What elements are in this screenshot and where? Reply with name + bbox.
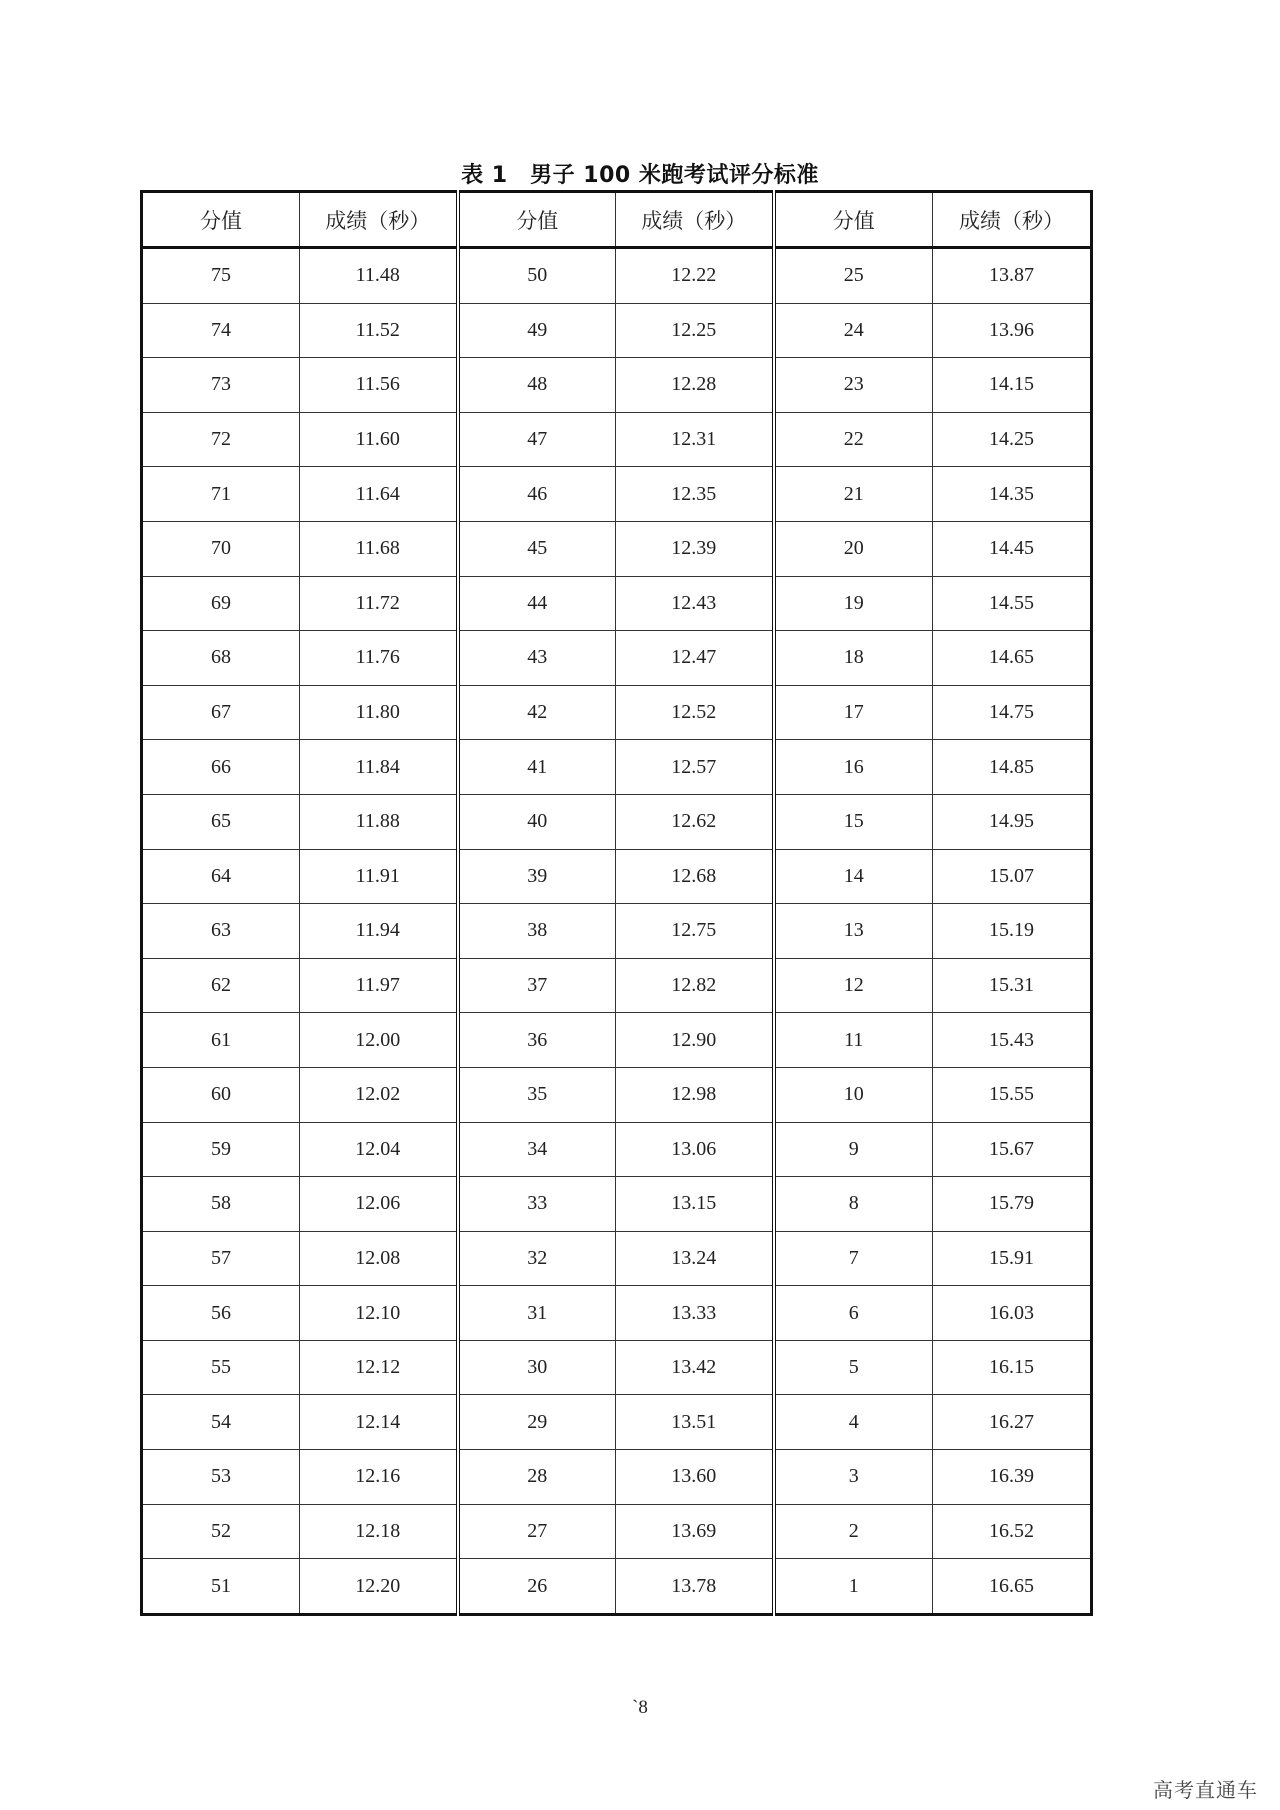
table-row bbox=[142, 412, 1092, 467]
score-cell: 2 bbox=[774, 1504, 933, 1559]
score-cell: 3 bbox=[774, 1450, 933, 1505]
score-cell: 45 bbox=[458, 521, 616, 576]
score-cell: 22 bbox=[774, 412, 933, 467]
time-cell: 16.39 bbox=[933, 1450, 1092, 1505]
table-body bbox=[142, 248, 1092, 1615]
table-row bbox=[142, 1450, 1092, 1505]
time-cell: 14.85 bbox=[933, 740, 1092, 795]
score-cell: 53 bbox=[142, 1450, 300, 1505]
score-cell: 62 bbox=[142, 958, 300, 1013]
time-cell: 14.75 bbox=[933, 685, 1092, 740]
score-cell: 69 bbox=[142, 576, 300, 631]
time-cell: 11.48 bbox=[300, 248, 458, 304]
time-cell: 13.15 bbox=[616, 1177, 774, 1232]
time-cell: 16.52 bbox=[933, 1504, 1092, 1559]
score-cell: 44 bbox=[458, 576, 616, 631]
time-cell: 12.10 bbox=[300, 1286, 458, 1341]
time-cell: 11.68 bbox=[300, 521, 458, 576]
score-cell: 75 bbox=[142, 248, 300, 304]
time-cell: 12.82 bbox=[616, 958, 774, 1013]
table-row bbox=[142, 521, 1092, 576]
score-cell: 5 bbox=[774, 1340, 933, 1395]
watermark: 高考直通车 bbox=[1153, 1778, 1258, 1802]
time-cell: 11.88 bbox=[300, 794, 458, 849]
time-cell: 11.60 bbox=[300, 412, 458, 467]
table-row bbox=[142, 904, 1092, 959]
score-cell: 61 bbox=[142, 1013, 300, 1068]
header-score: 分值 bbox=[774, 192, 933, 248]
score-cell: 54 bbox=[142, 1395, 300, 1450]
time-cell: 12.52 bbox=[616, 685, 774, 740]
time-cell: 12.62 bbox=[616, 794, 774, 849]
time-cell: 11.56 bbox=[300, 358, 458, 413]
time-cell: 12.35 bbox=[616, 467, 774, 522]
header-time: 成绩（秒） bbox=[300, 192, 458, 248]
time-cell: 12.00 bbox=[300, 1013, 458, 1068]
score-cell: 33 bbox=[458, 1177, 616, 1232]
score-cell: 52 bbox=[142, 1504, 300, 1559]
score-cell: 36 bbox=[458, 1013, 616, 1068]
table-row bbox=[142, 1013, 1092, 1068]
table-row bbox=[142, 248, 1092, 304]
time-cell: 15.07 bbox=[933, 849, 1092, 904]
table-row bbox=[142, 740, 1092, 795]
score-cell: 11 bbox=[774, 1013, 933, 1068]
table-row bbox=[142, 1340, 1092, 1395]
header-time: 成绩（秒） bbox=[933, 192, 1092, 248]
score-cell: 72 bbox=[142, 412, 300, 467]
score-cell: 70 bbox=[142, 521, 300, 576]
time-cell: 16.03 bbox=[933, 1286, 1092, 1341]
score-cell: 41 bbox=[458, 740, 616, 795]
table-row bbox=[142, 358, 1092, 413]
score-cell: 46 bbox=[458, 467, 616, 522]
time-cell: 14.65 bbox=[933, 631, 1092, 686]
score-cell: 39 bbox=[458, 849, 616, 904]
time-cell: 12.75 bbox=[616, 904, 774, 959]
time-cell: 11.64 bbox=[300, 467, 458, 522]
time-cell: 12.16 bbox=[300, 1450, 458, 1505]
time-cell: 15.67 bbox=[933, 1122, 1092, 1177]
score-cell: 9 bbox=[774, 1122, 933, 1177]
score-cell: 31 bbox=[458, 1286, 616, 1341]
score-cell: 8 bbox=[774, 1177, 933, 1232]
score-cell: 34 bbox=[458, 1122, 616, 1177]
table-row bbox=[142, 1504, 1092, 1559]
score-cell: 15 bbox=[774, 794, 933, 849]
score-cell: 73 bbox=[142, 358, 300, 413]
score-cell: 51 bbox=[142, 1559, 300, 1615]
time-cell: 13.96 bbox=[933, 303, 1092, 358]
table-row bbox=[142, 1231, 1092, 1286]
table-row bbox=[142, 794, 1092, 849]
score-cell: 19 bbox=[774, 576, 933, 631]
header-time: 成绩（秒） bbox=[616, 192, 774, 248]
score-cell: 16 bbox=[774, 740, 933, 795]
table-row bbox=[142, 631, 1092, 686]
score-cell: 68 bbox=[142, 631, 300, 686]
table-row bbox=[142, 1122, 1092, 1177]
time-cell: 14.35 bbox=[933, 467, 1092, 522]
score-cell: 48 bbox=[458, 358, 616, 413]
table-title: 表 1 男子 100 米跑考试评分标准 bbox=[461, 163, 819, 188]
time-cell: 13.78 bbox=[616, 1559, 774, 1615]
score-cell: 56 bbox=[142, 1286, 300, 1341]
time-cell: 12.25 bbox=[616, 303, 774, 358]
score-cell: 13 bbox=[774, 904, 933, 959]
time-cell: 15.79 bbox=[933, 1177, 1092, 1232]
table-row bbox=[142, 1395, 1092, 1450]
score-cell: 60 bbox=[142, 1067, 300, 1122]
score-cell: 65 bbox=[142, 794, 300, 849]
time-cell: 12.57 bbox=[616, 740, 774, 795]
time-cell: 13.60 bbox=[616, 1450, 774, 1505]
time-cell: 12.43 bbox=[616, 576, 774, 631]
time-cell: 15.91 bbox=[933, 1231, 1092, 1286]
score-cell: 57 bbox=[142, 1231, 300, 1286]
time-cell: 15.43 bbox=[933, 1013, 1092, 1068]
time-cell: 16.15 bbox=[933, 1340, 1092, 1395]
score-cell: 18 bbox=[774, 631, 933, 686]
time-cell: 15.19 bbox=[933, 904, 1092, 959]
time-cell: 12.68 bbox=[616, 849, 774, 904]
score-cell: 12 bbox=[774, 958, 933, 1013]
score-cell: 32 bbox=[458, 1231, 616, 1286]
table-row bbox=[142, 1559, 1092, 1615]
table-row bbox=[142, 958, 1092, 1013]
time-cell: 15.55 bbox=[933, 1067, 1092, 1122]
score-cell: 10 bbox=[774, 1067, 933, 1122]
time-cell: 14.95 bbox=[933, 794, 1092, 849]
score-cell: 29 bbox=[458, 1395, 616, 1450]
table-row bbox=[142, 467, 1092, 522]
time-cell: 12.28 bbox=[616, 358, 774, 413]
score-cell: 1 bbox=[774, 1559, 933, 1615]
time-cell: 12.22 bbox=[616, 248, 774, 304]
score-cell: 26 bbox=[458, 1559, 616, 1615]
time-cell: 14.55 bbox=[933, 576, 1092, 631]
score-cell: 50 bbox=[458, 248, 616, 304]
time-cell: 12.02 bbox=[300, 1067, 458, 1122]
score-cell: 47 bbox=[458, 412, 616, 467]
score-cell: 28 bbox=[458, 1450, 616, 1505]
score-cell: 27 bbox=[458, 1504, 616, 1559]
score-cell: 14 bbox=[774, 849, 933, 904]
score-cell: 64 bbox=[142, 849, 300, 904]
time-cell: 11.91 bbox=[300, 849, 458, 904]
time-cell: 16.27 bbox=[933, 1395, 1092, 1450]
time-cell: 11.76 bbox=[300, 631, 458, 686]
time-cell: 14.45 bbox=[933, 521, 1092, 576]
time-cell: 11.97 bbox=[300, 958, 458, 1013]
score-cell: 24 bbox=[774, 303, 933, 358]
score-cell: 49 bbox=[458, 303, 616, 358]
time-cell: 12.20 bbox=[300, 1559, 458, 1615]
score-cell: 43 bbox=[458, 631, 616, 686]
table-row bbox=[142, 1286, 1092, 1341]
score-cell: 20 bbox=[774, 521, 933, 576]
time-cell: 11.94 bbox=[300, 904, 458, 959]
score-cell: 63 bbox=[142, 904, 300, 959]
score-cell: 7 bbox=[774, 1231, 933, 1286]
time-cell: 12.18 bbox=[300, 1504, 458, 1559]
score-cell: 23 bbox=[774, 358, 933, 413]
score-cell: 42 bbox=[458, 685, 616, 740]
score-cell: 58 bbox=[142, 1177, 300, 1232]
score-cell: 74 bbox=[142, 303, 300, 358]
time-cell: 14.15 bbox=[933, 358, 1092, 413]
time-cell: 14.25 bbox=[933, 412, 1092, 467]
scoring-table bbox=[140, 190, 1093, 1616]
score-cell: 37 bbox=[458, 958, 616, 1013]
time-cell: 15.31 bbox=[933, 958, 1092, 1013]
score-cell: 4 bbox=[774, 1395, 933, 1450]
time-cell: 11.80 bbox=[300, 685, 458, 740]
time-cell: 12.47 bbox=[616, 631, 774, 686]
score-cell: 17 bbox=[774, 685, 933, 740]
table-row bbox=[142, 576, 1092, 631]
time-cell: 13.87 bbox=[933, 248, 1092, 304]
score-cell: 35 bbox=[458, 1067, 616, 1122]
score-cell: 38 bbox=[458, 904, 616, 959]
score-cell: 71 bbox=[142, 467, 300, 522]
time-cell: 12.39 bbox=[616, 521, 774, 576]
header-score: 分值 bbox=[458, 192, 616, 248]
time-cell: 11.84 bbox=[300, 740, 458, 795]
table-row bbox=[142, 1067, 1092, 1122]
time-cell: 16.65 bbox=[933, 1559, 1092, 1615]
time-cell: 12.90 bbox=[616, 1013, 774, 1068]
score-cell: 40 bbox=[458, 794, 616, 849]
score-cell: 59 bbox=[142, 1122, 300, 1177]
header-score: 分值 bbox=[142, 192, 300, 248]
score-cell: 25 bbox=[774, 248, 933, 304]
score-cell: 66 bbox=[142, 740, 300, 795]
score-cell: 6 bbox=[774, 1286, 933, 1341]
table-row bbox=[142, 303, 1092, 358]
time-cell: 13.69 bbox=[616, 1504, 774, 1559]
time-cell: 12.06 bbox=[300, 1177, 458, 1232]
time-cell: 13.33 bbox=[616, 1286, 774, 1341]
score-cell: 67 bbox=[142, 685, 300, 740]
score-cell: 21 bbox=[774, 467, 933, 522]
time-cell: 12.08 bbox=[300, 1231, 458, 1286]
time-cell: 12.98 bbox=[616, 1067, 774, 1122]
score-cell: 55 bbox=[142, 1340, 300, 1395]
time-cell: 12.31 bbox=[616, 412, 774, 467]
table-row bbox=[142, 849, 1092, 904]
page-number: `8 bbox=[632, 1697, 648, 1718]
time-cell: 12.12 bbox=[300, 1340, 458, 1395]
table-row bbox=[142, 685, 1092, 740]
time-cell: 13.06 bbox=[616, 1122, 774, 1177]
table-row bbox=[142, 1177, 1092, 1232]
time-cell: 11.52 bbox=[300, 303, 458, 358]
time-cell: 13.51 bbox=[616, 1395, 774, 1450]
time-cell: 13.24 bbox=[616, 1231, 774, 1286]
score-cell: 30 bbox=[458, 1340, 616, 1395]
time-cell: 13.42 bbox=[616, 1340, 774, 1395]
time-cell: 12.14 bbox=[300, 1395, 458, 1450]
table-header-row bbox=[142, 192, 1092, 248]
time-cell: 11.72 bbox=[300, 576, 458, 631]
time-cell: 12.04 bbox=[300, 1122, 458, 1177]
